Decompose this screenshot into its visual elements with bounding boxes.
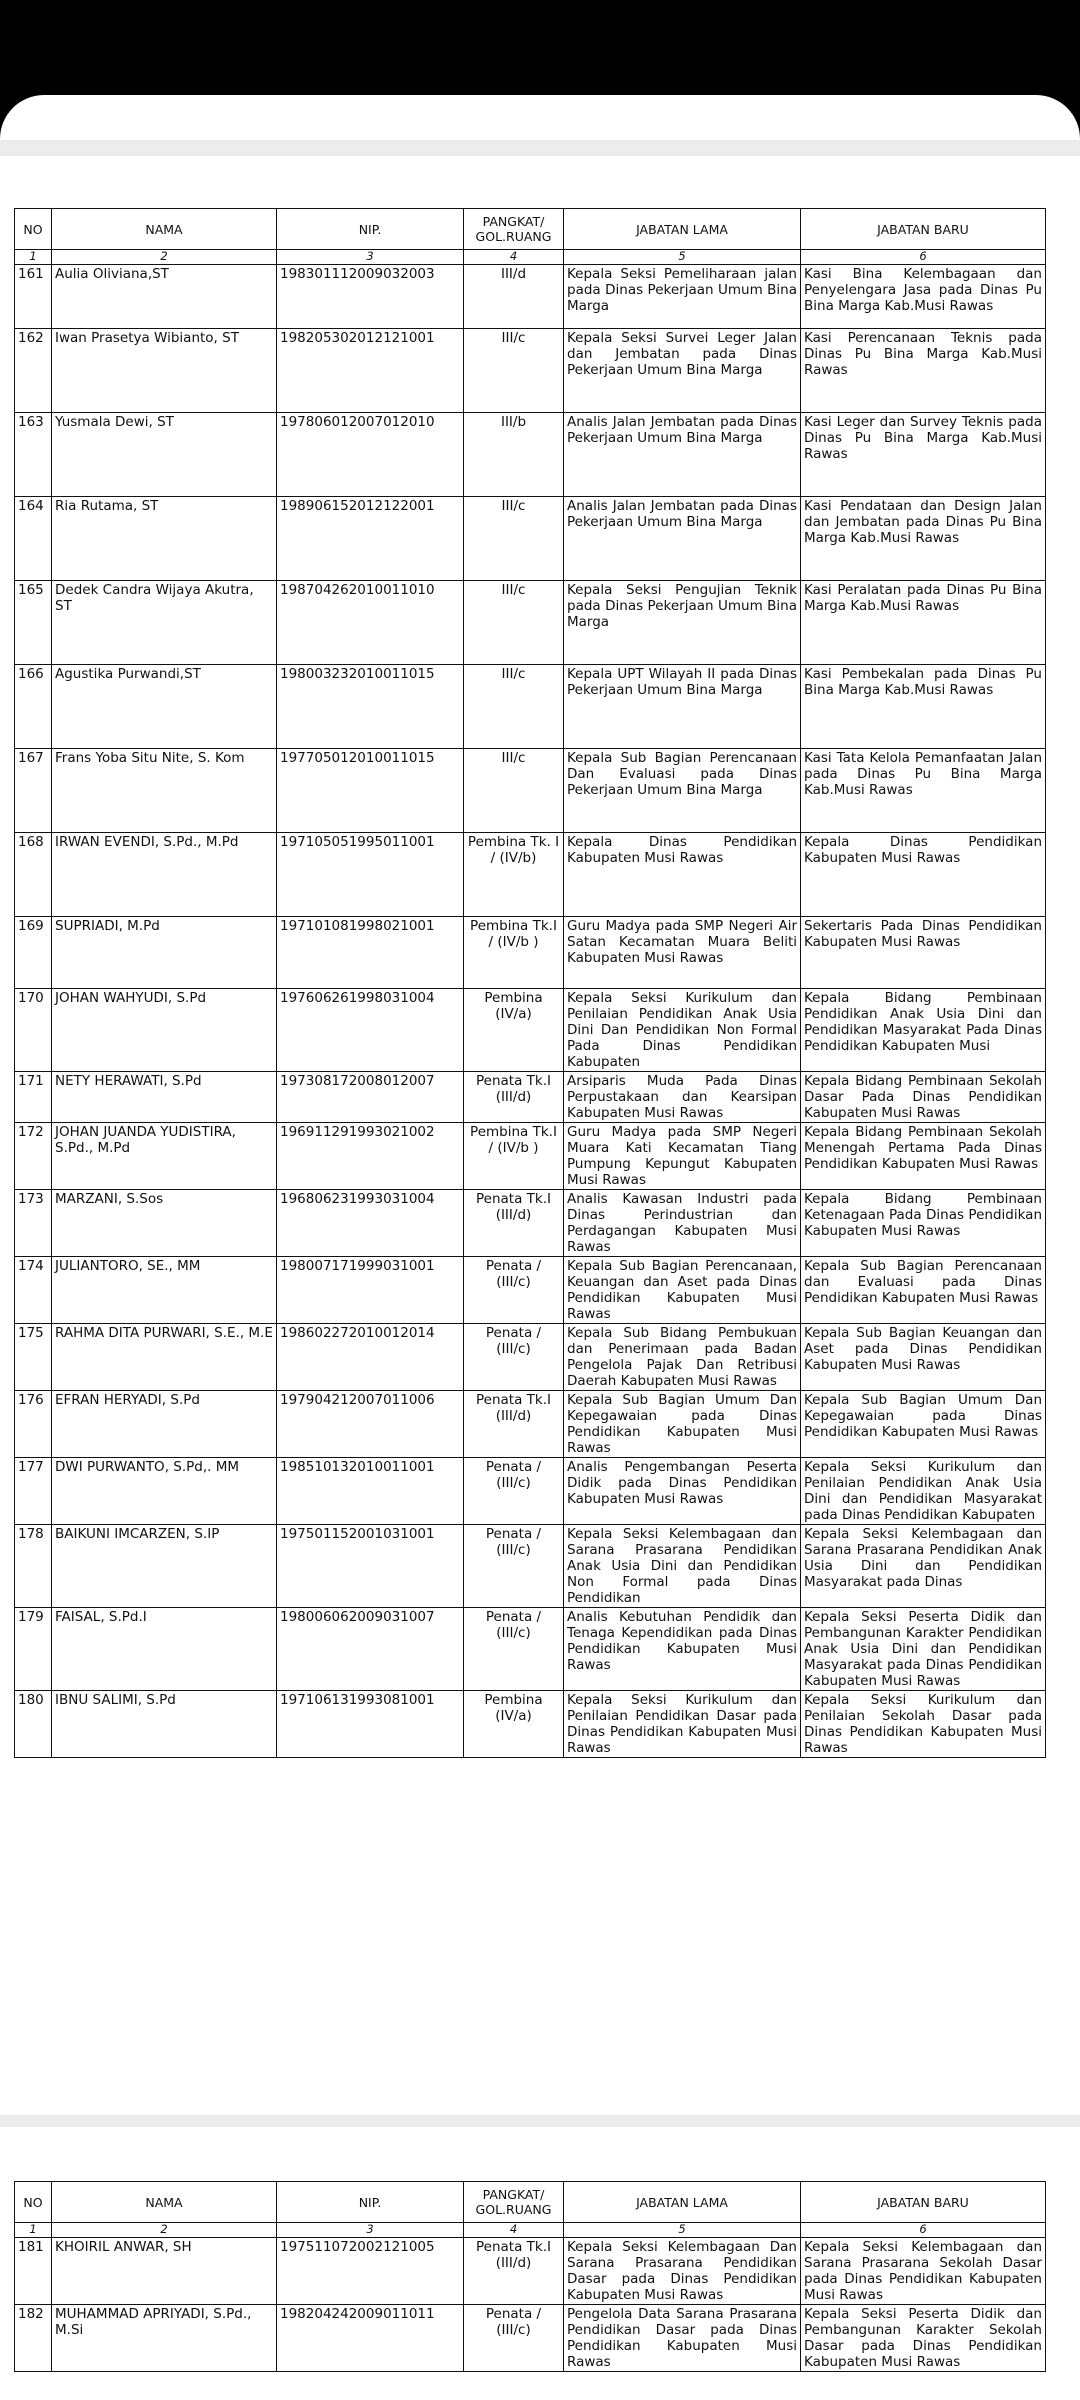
employee-name: JOHAN JUANDA YUDISTIRA, S.Pd., M.Pd bbox=[52, 1123, 277, 1190]
col-header-no: NO bbox=[15, 209, 52, 250]
employee-nip: 197308172008012007 bbox=[277, 1072, 464, 1123]
employee-name: Dedek Candra Wijaya Akutra, ST bbox=[52, 581, 277, 665]
personnel-table-page-2 bbox=[14, 2181, 1046, 2372]
new-position: Kasi Bina Kelembagaan dan Penyelengara Jasa pada Dinas Pu Bina Marga Kab.Musi Rawas bbox=[801, 265, 1046, 329]
new-position: Kepala Seksi Peserta Didik dan Pembangunan Karakter Sekolah Dasar pada Dinas Pendidikan Kabupaten Musi Rawas bbox=[801, 2305, 1046, 2372]
employee-nip: 197904212007011006 bbox=[277, 1391, 464, 1458]
previous-position: Kepala Seksi Kurikulum dan Penilaian Pendidikan Dasar pada Dinas Pendidikan Kabupaten Musi Rawas bbox=[564, 1691, 801, 1758]
employee-nip: 198204242009011011 bbox=[277, 2305, 464, 2372]
employee-rank: Penata Tk.I (III/d) bbox=[464, 1190, 564, 1257]
employee-name: FAISAL, S.Pd.I bbox=[52, 1608, 277, 1691]
new-position: Kasi Perencanaan Teknis pada Dinas Pu Bina Marga Kab.Musi Rawas bbox=[801, 329, 1046, 413]
employee-nip: 197806012007012010 bbox=[277, 413, 464, 497]
row-number: 177 bbox=[15, 1458, 52, 1525]
table-row bbox=[15, 1458, 1046, 1525]
employee-nip: 197501152001031001 bbox=[277, 1525, 464, 1608]
employee-nip: 198205302012121001 bbox=[277, 329, 464, 413]
table-row bbox=[15, 665, 1046, 749]
employee-nip: 198704262010011010 bbox=[277, 581, 464, 665]
employee-rank: Pembina Tk.I / (IV/b ) bbox=[464, 917, 564, 989]
new-position: Kepala Bidang Pembinaan Pendidikan Anak Usia Dini dan Pendidikan Masyarakat Pada Dinas Pendidikan Kabupaten Musi bbox=[801, 989, 1046, 1072]
row-number: 161 bbox=[15, 265, 52, 329]
table-row bbox=[15, 1391, 1046, 1458]
previous-position: Analis Kawasan Industri pada Dinas Perindustrian dan Perdagangan Kabupaten Musi Rawas bbox=[564, 1190, 801, 1257]
employee-name: JULIANTORO, SE., MM bbox=[52, 1257, 277, 1324]
employee-name: Iwan Prasetya Wibianto, ST bbox=[52, 329, 277, 413]
employee-nip: 198301112009032003 bbox=[277, 265, 464, 329]
employee-name: Frans Yoba Situ Nite, S. Kom bbox=[52, 749, 277, 833]
previous-position: Kepala Sub Bagian Perencanaan Dan Evaluasi pada Dinas Pekerjaan Umum Bina Marga bbox=[564, 749, 801, 833]
employee-name: Aulia Oliviana,ST bbox=[52, 265, 277, 329]
employee-nip: 197511072002121005 bbox=[277, 2238, 464, 2305]
previous-position: Kepala UPT Wilayah II pada Dinas Pekerjaan Umum Bina Marga bbox=[564, 665, 801, 749]
employee-rank: Penata / (III/c) bbox=[464, 1324, 564, 1391]
col-number: 5 bbox=[564, 250, 801, 265]
new-position: Kepala Seksi Peserta Didik dan Pembangunan Karakter Pendidikan Anak Usia Dini dan Pendidikan Masyarakat pada Dinas Pendidikan Kabupaten Musi Rawas bbox=[801, 1608, 1046, 1691]
column-number-row bbox=[15, 2223, 1046, 2238]
employee-rank: Pembina Tk. I / (IV/b) bbox=[464, 833, 564, 917]
employee-rank: Penata Tk.I (III/d) bbox=[464, 1391, 564, 1458]
col-header-pangkat: PANGKAT/ GOL.RUANG bbox=[464, 209, 564, 250]
row-number: 180 bbox=[15, 1691, 52, 1758]
employee-nip: 198906152012122001 bbox=[277, 497, 464, 581]
row-number: 162 bbox=[15, 329, 52, 413]
previous-position: Kepala Sub Bagian Umum Dan Kepegawaian pada Dinas Pendidikan Kabupaten Musi Rawas bbox=[564, 1391, 801, 1458]
employee-name: IRWAN EVENDI, S.Pd., M.Pd bbox=[52, 833, 277, 917]
row-number: 179 bbox=[15, 1608, 52, 1691]
employee-nip: 197106131993081001 bbox=[277, 1691, 464, 1758]
new-position: Kasi Tata Kelola Pemanfaatan Jalan pada Dinas Pu Bina Marga Kab.Musi Rawas bbox=[801, 749, 1046, 833]
col-header-jabatan-baru: JABATAN BARU bbox=[801, 2182, 1046, 2223]
previous-position: Analis Jalan Jembatan pada Dinas Pekerjaan Umum Bina Marga bbox=[564, 497, 801, 581]
new-position: Kepala Seksi Kelembagaan dan Sarana Prasarana Sekolah Dasar pada Dinas Pendidikan Kabupaten Musi Rawas bbox=[801, 2238, 1046, 2305]
previous-position: Kepala Sub Bidang Pembukuan dan Penerimaan pada Badan Pengelola Pajak Dan Retribusi Daerah Kabupaten Musi Rawas bbox=[564, 1324, 801, 1391]
previous-position: Analis Kebutuhan Pendidik dan Tenaga Kependidikan pada Dinas Pendidikan Kabupaten Musi Rawas bbox=[564, 1608, 801, 1691]
row-number: 178 bbox=[15, 1525, 52, 1608]
table-row bbox=[15, 1324, 1046, 1391]
previous-position: Kepala Seksi Pemeliharaan jalan pada Dinas Pekerjaan Umum Bina Marga bbox=[564, 265, 801, 329]
col-number: 4 bbox=[464, 250, 564, 265]
table-row bbox=[15, 1257, 1046, 1324]
table-row bbox=[15, 833, 1046, 917]
employee-nip: 198003232010011015 bbox=[277, 665, 464, 749]
page-separator bbox=[0, 140, 1080, 156]
table-row bbox=[15, 989, 1046, 1072]
new-position: Kepala Sub Bagian Umum Dan Kepegawaian pada Dinas Pendidikan Kabupaten Musi Rawas bbox=[801, 1391, 1046, 1458]
table-row bbox=[15, 581, 1046, 665]
previous-position: Guru Madya pada SMP Negeri Muara Kati Kecamatan Tiang Pumpung Kepungut Kabupaten Musi Rawas bbox=[564, 1123, 801, 1190]
table-row bbox=[15, 1525, 1046, 1608]
employee-nip: 196911291993021002 bbox=[277, 1123, 464, 1190]
employee-rank: Penata / (III/c) bbox=[464, 1525, 564, 1608]
employee-name: Ria Rutama, ST bbox=[52, 497, 277, 581]
personnel-table-page-1 bbox=[14, 208, 1046, 1758]
row-number: 176 bbox=[15, 1391, 52, 1458]
employee-nip: 198602272010012014 bbox=[277, 1324, 464, 1391]
col-number: 3 bbox=[277, 2223, 464, 2238]
new-position: Kasi Peralatan pada Dinas Pu Bina Marga Kab.Musi Rawas bbox=[801, 581, 1046, 665]
previous-position: Kepala Seksi Survei Leger Jalan dan Jembatan pada Dinas Pekerjaan Umum Bina Marga bbox=[564, 329, 801, 413]
employee-name: IBNU SALIMI, S.Pd bbox=[52, 1691, 277, 1758]
new-position: Kasi Pembekalan pada Dinas Pu Bina Marga Kab.Musi Rawas bbox=[801, 665, 1046, 749]
previous-position: Kepala Dinas Pendidikan Kabupaten Musi Rawas bbox=[564, 833, 801, 917]
employee-rank: Penata / (III/c) bbox=[464, 2305, 564, 2372]
employee-nip: 198007171999031001 bbox=[277, 1257, 464, 1324]
col-header-nama: NAMA bbox=[52, 209, 277, 250]
col-number: 2 bbox=[52, 250, 277, 265]
col-header-pangkat: PANGKAT/ GOL.RUANG bbox=[464, 2182, 564, 2223]
table-row bbox=[15, 917, 1046, 989]
employee-name: BAIKUNI IMCARZEN, S.IP bbox=[52, 1525, 277, 1608]
row-number: 168 bbox=[15, 833, 52, 917]
table-row bbox=[15, 2238, 1046, 2305]
row-number: 182 bbox=[15, 2305, 52, 2372]
row-number: 164 bbox=[15, 497, 52, 581]
row-number: 175 bbox=[15, 1324, 52, 1391]
employee-nip: 197101081998021001 bbox=[277, 917, 464, 989]
table-row bbox=[15, 1691, 1046, 1758]
new-position: Sekertaris Pada Dinas Pendidikan Kabupaten Musi Rawas bbox=[801, 917, 1046, 989]
col-number: 1 bbox=[15, 2223, 52, 2238]
row-number: 169 bbox=[15, 917, 52, 989]
previous-position: Guru Madya pada SMP Negeri Air Satan Kecamatan Muara Beliti Kabupaten Musi Rawas bbox=[564, 917, 801, 989]
employee-nip: 197606261998031004 bbox=[277, 989, 464, 1072]
employee-name: NETY HERAWATI, S.Pd bbox=[52, 1072, 277, 1123]
table-row bbox=[15, 2305, 1046, 2372]
table-row bbox=[15, 1072, 1046, 1123]
new-position: Kepala Seksi Kurikulum dan Penilaian Pendidikan Anak Usia Dini dan Pendidikan Masyarakat pada Dinas Pendidikan Kabupaten bbox=[801, 1458, 1046, 1525]
col-header-nama: NAMA bbox=[52, 2182, 277, 2223]
previous-position: Kepala Seksi Kelembagaan Dan Sarana Prasarana Pendidikan Dasar pada Dinas Pendidikan Kabupaten Musi Rawas bbox=[564, 2238, 801, 2305]
previous-position: Analis Jalan Jembatan pada Dinas Pekerjaan Umum Bina Marga bbox=[564, 413, 801, 497]
table-row bbox=[15, 497, 1046, 581]
employee-rank: III/b bbox=[464, 413, 564, 497]
employee-rank: Pembina (IV/a) bbox=[464, 1691, 564, 1758]
employee-nip: 196806231993031004 bbox=[277, 1190, 464, 1257]
employee-name: MARZANI, S.Sos bbox=[52, 1190, 277, 1257]
col-header-jabatan-baru: JABATAN BARU bbox=[801, 209, 1046, 250]
col-header-nip: NIP. bbox=[277, 2182, 464, 2223]
employee-rank: Penata / (III/c) bbox=[464, 1458, 564, 1525]
header-row bbox=[15, 2182, 1046, 2223]
new-position: Kepala Seksi Kelembagaan dan Sarana Prasarana Pendidikan Anak Usia Dini dan Pendidikan Masyarakat pada Dinas bbox=[801, 1525, 1046, 1608]
row-number: 171 bbox=[15, 1072, 52, 1123]
col-number: 1 bbox=[15, 250, 52, 265]
employee-rank: III/d bbox=[464, 265, 564, 329]
row-number: 166 bbox=[15, 665, 52, 749]
row-number: 167 bbox=[15, 749, 52, 833]
employee-name: SUPRIADI, M.Pd bbox=[52, 917, 277, 989]
employee-name: Agustika Purwandi,ST bbox=[52, 665, 277, 749]
previous-position: Pengelola Data Sarana Prasarana Pendidikan Dasar pada Dinas Pendidikan Kabupaten Musi Rawas bbox=[564, 2305, 801, 2372]
new-position: Kepala Sub Bagian Keuangan dan Aset pada Dinas Pendidikan Kabupaten Musi Rawas bbox=[801, 1324, 1046, 1391]
previous-position: Kepala Seksi Pengujian Teknik pada Dinas Pekerjaan Umum Bina Marga bbox=[564, 581, 801, 665]
new-position: Kasi Pendataan dan Design Jalan dan Jembatan pada Dinas Pu Bina Marga Kab.Musi Rawas bbox=[801, 497, 1046, 581]
table-row bbox=[15, 265, 1046, 329]
page-separator bbox=[0, 2115, 1080, 2127]
row-number: 173 bbox=[15, 1190, 52, 1257]
employee-rank: III/c bbox=[464, 581, 564, 665]
col-header-jabatan-lama: JABATAN LAMA bbox=[564, 2182, 801, 2223]
employee-nip: 197705012010011015 bbox=[277, 749, 464, 833]
employee-name: RAHMA DITA PURWARI, S.E., M.E bbox=[52, 1324, 277, 1391]
col-header-nip: NIP. bbox=[277, 209, 464, 250]
table-row bbox=[15, 329, 1046, 413]
employee-nip: 197105051995011001 bbox=[277, 833, 464, 917]
employee-name: Yusmala Dewi, ST bbox=[52, 413, 277, 497]
employee-rank: Penata Tk.I (III/d) bbox=[464, 1072, 564, 1123]
employee-rank: III/c bbox=[464, 749, 564, 833]
new-position: Kepala Bidang Pembinaan Ketenagaan Pada Dinas Pendidikan Kabupaten Musi Rawas bbox=[801, 1190, 1046, 1257]
new-position: Kepala Dinas Pendidikan Kabupaten Musi Rawas bbox=[801, 833, 1046, 917]
previous-position: Arsiparis Muda Pada Dinas Perpustakaan dan Kearsipan Kabupaten Musi Rawas bbox=[564, 1072, 801, 1123]
row-number: 172 bbox=[15, 1123, 52, 1190]
new-position: Kepala Bidang Pembinaan Sekolah Dasar Pada Dinas Pendidikan Kabupaten Musi Rawas bbox=[801, 1072, 1046, 1123]
header-row bbox=[15, 209, 1046, 250]
previous-position: Kepala Seksi Kurikulum dan Penilaian Pendidikan Anak Usia Dini Dan Pendidikan Non Formal Pada Dinas Pendidikan Kabupaten bbox=[564, 989, 801, 1072]
new-position: Kepala Bidang Pembinaan Sekolah Menengah Pertama Pada Dinas Pendidikan Kabupaten Musi Rawas bbox=[801, 1123, 1046, 1190]
employee-rank: III/c bbox=[464, 665, 564, 749]
employee-name: MUHAMMAD APRIYADI, S.Pd., M.Si bbox=[52, 2305, 277, 2372]
col-number: 3 bbox=[277, 250, 464, 265]
table-row bbox=[15, 749, 1046, 833]
row-number: 165 bbox=[15, 581, 52, 665]
col-header-no: NO bbox=[15, 2182, 52, 2223]
previous-position: Kepala Seksi Kelembagaan dan Sarana Prasarana Pendidikan Anak Usia Dini dan Pendidikan Non Formal pada Dinas Pendidikan bbox=[564, 1525, 801, 1608]
table-row bbox=[15, 1190, 1046, 1257]
new-position: Kepala Sub Bagian Perencanaan dan Evaluasi pada Dinas Pendidikan Kabupaten Musi Rawas bbox=[801, 1257, 1046, 1324]
row-number: 174 bbox=[15, 1257, 52, 1324]
employee-name: JOHAN WAHYUDI, S.Pd bbox=[52, 989, 277, 1072]
col-number: 2 bbox=[52, 2223, 277, 2238]
employee-name: EFRAN HERYADI, S.Pd bbox=[52, 1391, 277, 1458]
employee-rank: Pembina Tk.I / (IV/b ) bbox=[464, 1123, 564, 1190]
employee-rank: Penata / (III/c) bbox=[464, 1608, 564, 1691]
table-row bbox=[15, 413, 1046, 497]
column-number-row bbox=[15, 250, 1046, 265]
employee-nip: 198510132010011001 bbox=[277, 1458, 464, 1525]
table-row bbox=[15, 1123, 1046, 1190]
employee-rank: Penata / (III/c) bbox=[464, 1257, 564, 1324]
employee-rank: Pembina (IV/a) bbox=[464, 989, 564, 1072]
col-number: 6 bbox=[801, 2223, 1046, 2238]
col-number: 5 bbox=[564, 2223, 801, 2238]
row-number: 163 bbox=[15, 413, 52, 497]
previous-position: Kepala Sub Bagian Perencanaan, Keuangan dan Aset pada Dinas Pendidikan Kabupaten Musi Rawas bbox=[564, 1257, 801, 1324]
row-number: 181 bbox=[15, 2238, 52, 2305]
table-row bbox=[15, 1608, 1046, 1691]
new-position: Kepala Seksi Kurikulum dan Penilaian Sekolah Dasar pada Dinas Pendidikan Kabupaten Musi Rawas bbox=[801, 1691, 1046, 1758]
employee-rank: III/c bbox=[464, 329, 564, 413]
employee-name: DWI PURWANTO, S.Pd,. MM bbox=[52, 1458, 277, 1525]
previous-position: Analis Pengembangan Peserta Didik pada Dinas Pendidikan Kabupaten Musi Rawas bbox=[564, 1458, 801, 1525]
col-number: 4 bbox=[464, 2223, 564, 2238]
new-position: Kasi Leger dan Survey Teknis pada Dinas Pu Bina Marga Kab.Musi Rawas bbox=[801, 413, 1046, 497]
col-header-jabatan-lama: JABATAN LAMA bbox=[564, 209, 801, 250]
employee-name: KHOIRIL ANWAR, SH bbox=[52, 2238, 277, 2305]
employee-rank: Penata Tk.I (III/d) bbox=[464, 2238, 564, 2305]
employee-nip: 198006062009031007 bbox=[277, 1608, 464, 1691]
col-number: 6 bbox=[801, 250, 1046, 265]
employee-rank: III/c bbox=[464, 497, 564, 581]
row-number: 170 bbox=[15, 989, 52, 1072]
